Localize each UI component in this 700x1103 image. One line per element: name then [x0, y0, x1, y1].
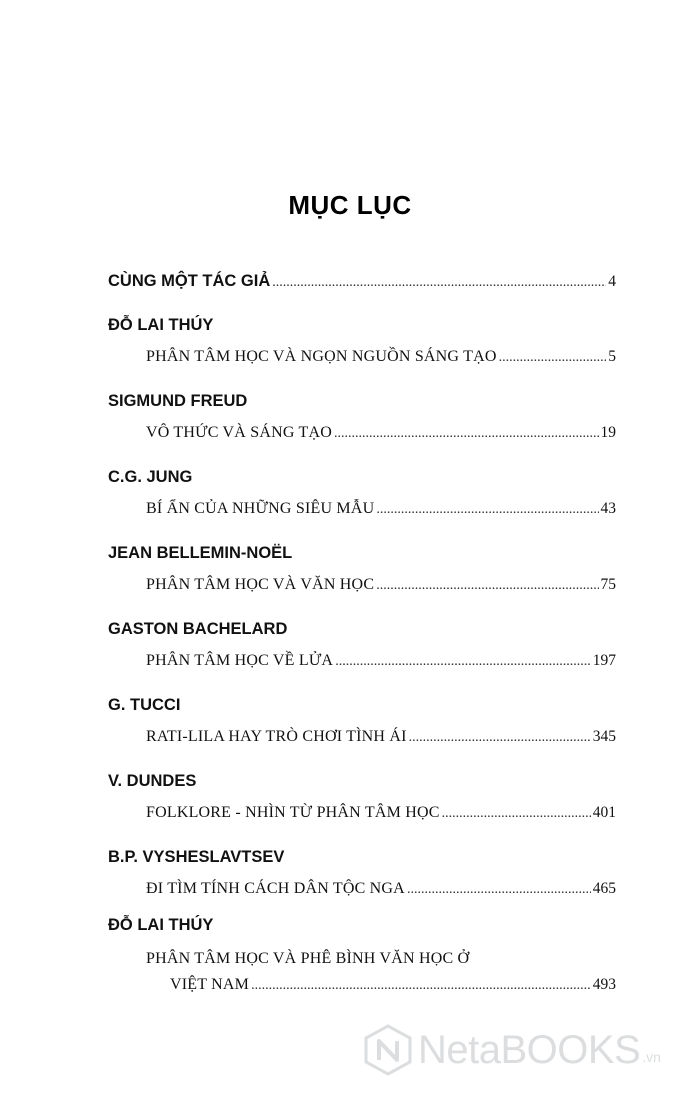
dot-leader — [376, 502, 598, 518]
toc-entry[interactable] — [146, 424, 616, 442]
toc-entry[interactable] — [146, 576, 616, 594]
author-heading: G. TUCCI — [108, 696, 181, 714]
toc-entry[interactable] — [146, 804, 616, 822]
toc-entry-label-line2: VIỆT NAM — [170, 976, 250, 993]
toc-entry-label: ĐI TÌM TÍNH CÁCH DÂN TỘC NGA — [146, 880, 405, 897]
toc-entry-label: PHÂN TÂM HỌC VỀ LỬA — [146, 652, 334, 669]
dot-leader — [376, 578, 598, 594]
toc-entry[interactable] — [146, 728, 616, 746]
page-number: 5 — [608, 348, 616, 365]
page-number: 465 — [592, 880, 616, 897]
dot-leader — [334, 426, 598, 442]
page-number: 19 — [600, 424, 616, 441]
page-number: 345 — [592, 728, 616, 745]
watermark-text: NetaBOOKS — [418, 1027, 641, 1072]
author-heading: V. DUNDES — [108, 772, 197, 790]
dot-leader — [499, 350, 607, 366]
toc-entry-label: VÔ THỨC VÀ SÁNG TẠO — [146, 424, 333, 441]
toc-entry-label: CÙNG MỘT TÁC GIẢ — [108, 272, 271, 290]
toc-entry-label: PHÂN TÂM HỌC VÀ NGỌN NGUỒN SÁNG TẠO — [146, 348, 497, 365]
toc-entry-label: FOLKLORE - NHÌN TỪ PHÂN TÂM HỌC — [146, 804, 440, 821]
page-number: 75 — [600, 576, 616, 593]
toc-entry-label-line1: PHÂN TÂM HỌC VÀ PHÊ BÌNH VĂN HỌC Ở — [146, 950, 470, 967]
author-heading: ĐỖ LAI THÚY — [108, 316, 214, 334]
page-title: MỤC LỤC — [288, 190, 412, 220]
toc-entry[interactable] — [170, 976, 616, 994]
dot-leader — [407, 882, 591, 898]
page-number: 401 — [592, 804, 616, 821]
author-heading: SIGMUND FREUD — [108, 392, 248, 410]
page-number: 197 — [592, 652, 616, 669]
dot-leader — [272, 275, 606, 291]
author-heading: C.G. JUNG — [108, 468, 193, 486]
toc-entry[interactable] — [146, 500, 616, 518]
dot-leader — [442, 806, 591, 822]
toc-entry[interactable] — [146, 652, 616, 670]
author-heading: GASTON BACHELARD — [108, 620, 288, 638]
toc-entry-label: BÍ ẨN CỦA NHỮNG SIÊU MẪU — [146, 500, 375, 517]
toc-entry-label: PHÂN TÂM HỌC VÀ VĂN HỌC — [146, 576, 375, 593]
author-heading: ĐỖ LAI THÚY — [108, 916, 214, 934]
neta-logo-icon — [362, 1024, 414, 1076]
dot-leader — [409, 730, 591, 746]
dot-leader — [251, 978, 591, 994]
watermark-tld: .vn — [642, 1049, 661, 1065]
page-number: 493 — [592, 976, 616, 993]
author-heading: B.P. VYSHESLAVTSEV — [108, 848, 285, 866]
toc-entry[interactable] — [108, 272, 616, 291]
toc-entry-label: RATI-LILA HAY TRÒ CHƠI TÌNH ÁI — [146, 728, 407, 745]
page-number: 4 — [608, 273, 616, 290]
author-heading: JEAN BELLEMIN-NOËL — [108, 544, 293, 562]
dot-leader — [335, 654, 591, 670]
watermark — [362, 1024, 661, 1076]
toc-entry[interactable] — [146, 348, 616, 366]
toc-entry[interactable] — [146, 880, 616, 898]
page-number: 43 — [600, 500, 616, 517]
